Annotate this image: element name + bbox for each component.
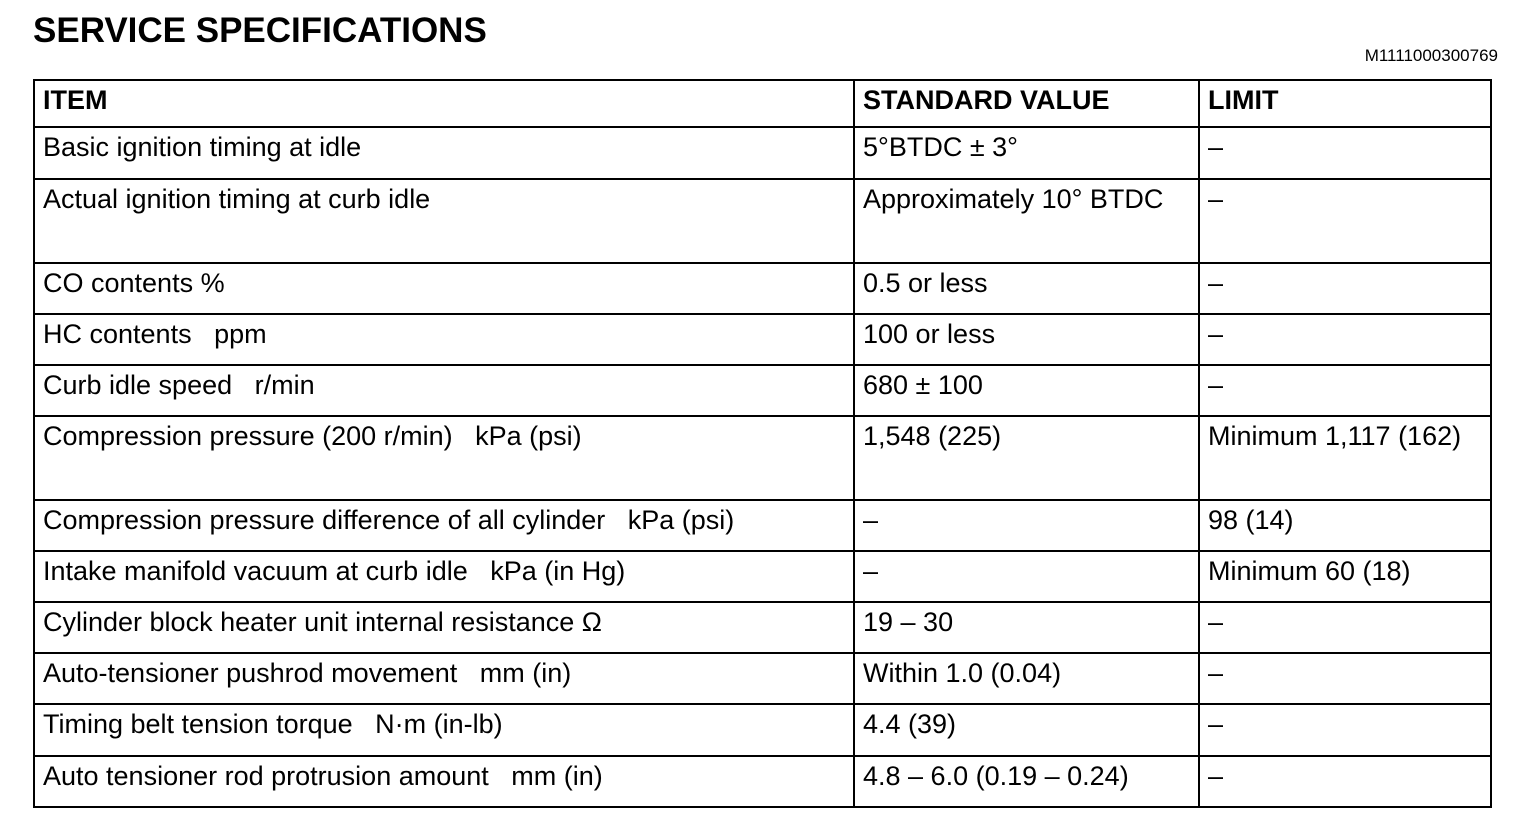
- standard-value-cell: Within 1.0 (0.04): [854, 653, 1199, 704]
- page-title: SERVICE SPECIFICATIONS: [33, 11, 487, 50]
- item-cell: Timing belt tension torque N·m (in-lb): [34, 704, 854, 756]
- limit-cell: –: [1199, 756, 1491, 807]
- item-cell: Compression pressure (200 r/min) kPa (psi): [34, 416, 854, 500]
- limit-cell: –: [1199, 602, 1491, 653]
- table-row: [34, 263, 1491, 314]
- standard-value-cell: 1,548 (225): [854, 416, 1199, 500]
- standard-value-cell: –: [854, 500, 1199, 551]
- document-code: M1111000300769: [1364, 46, 1498, 65]
- column-header-item: ITEM: [34, 80, 854, 127]
- item-cell: Intake manifold vacuum at curb idle kPa (in Hg): [34, 551, 854, 602]
- item-cell: Cylinder block heater unit internal resistance Ω: [34, 602, 854, 653]
- limit-cell: –: [1199, 179, 1491, 263]
- item-cell: CO contents %: [34, 263, 854, 314]
- table-row: [34, 314, 1491, 365]
- limit-cell: –: [1199, 314, 1491, 365]
- standard-value-cell: 4.4 (39): [854, 704, 1199, 756]
- limit-cell: 98 (14): [1199, 500, 1491, 551]
- table-row: [34, 179, 1491, 263]
- table-row: [34, 127, 1491, 179]
- standard-value-cell: 4.8 – 6.0 (0.19 – 0.24): [854, 756, 1199, 807]
- table-row: [34, 653, 1491, 704]
- table-header-row: [34, 80, 1491, 127]
- limit-cell: –: [1199, 704, 1491, 756]
- table-row: [34, 365, 1491, 416]
- limit-cell: –: [1199, 127, 1491, 179]
- limit-cell: Minimum 60 (18): [1199, 551, 1491, 602]
- table-row: [34, 756, 1491, 807]
- table-row: [34, 416, 1491, 500]
- item-cell: Curb idle speed r/min: [34, 365, 854, 416]
- item-cell: Basic ignition timing at idle: [34, 127, 854, 179]
- table-row: [34, 602, 1491, 653]
- item-cell: Auto-tensioner pushrod movement mm (in): [34, 653, 854, 704]
- table-row: [34, 551, 1491, 602]
- standard-value-cell: 0.5 or less: [854, 263, 1199, 314]
- standard-value-cell: 100 or less: [854, 314, 1199, 365]
- item-cell: Compression pressure difference of all cylinder kPa (psi): [34, 500, 854, 551]
- item-cell: HC contents ppm: [34, 314, 854, 365]
- table-row: [34, 704, 1491, 756]
- column-header-standard-value: STANDARD VALUE: [854, 80, 1199, 127]
- item-cell: Actual ignition timing at curb idle: [34, 179, 854, 263]
- limit-cell: –: [1199, 653, 1491, 704]
- table-row: [34, 500, 1491, 551]
- column-header-limit: LIMIT: [1199, 80, 1491, 127]
- standard-value-cell: –: [854, 551, 1199, 602]
- standard-value-cell: 19 – 30: [854, 602, 1199, 653]
- standard-value-cell: 5°BTDC ± 3°: [854, 127, 1199, 179]
- standard-value-cell: 680 ± 100: [854, 365, 1199, 416]
- service-specifications-table: [33, 79, 1492, 808]
- limit-cell: Minimum 1,117 (162): [1199, 416, 1491, 500]
- limit-cell: –: [1199, 365, 1491, 416]
- limit-cell: –: [1199, 263, 1491, 314]
- item-cell: Auto tensioner rod protrusion amount mm (in): [34, 756, 854, 807]
- standard-value-cell: Approximately 10° BTDC: [854, 179, 1199, 263]
